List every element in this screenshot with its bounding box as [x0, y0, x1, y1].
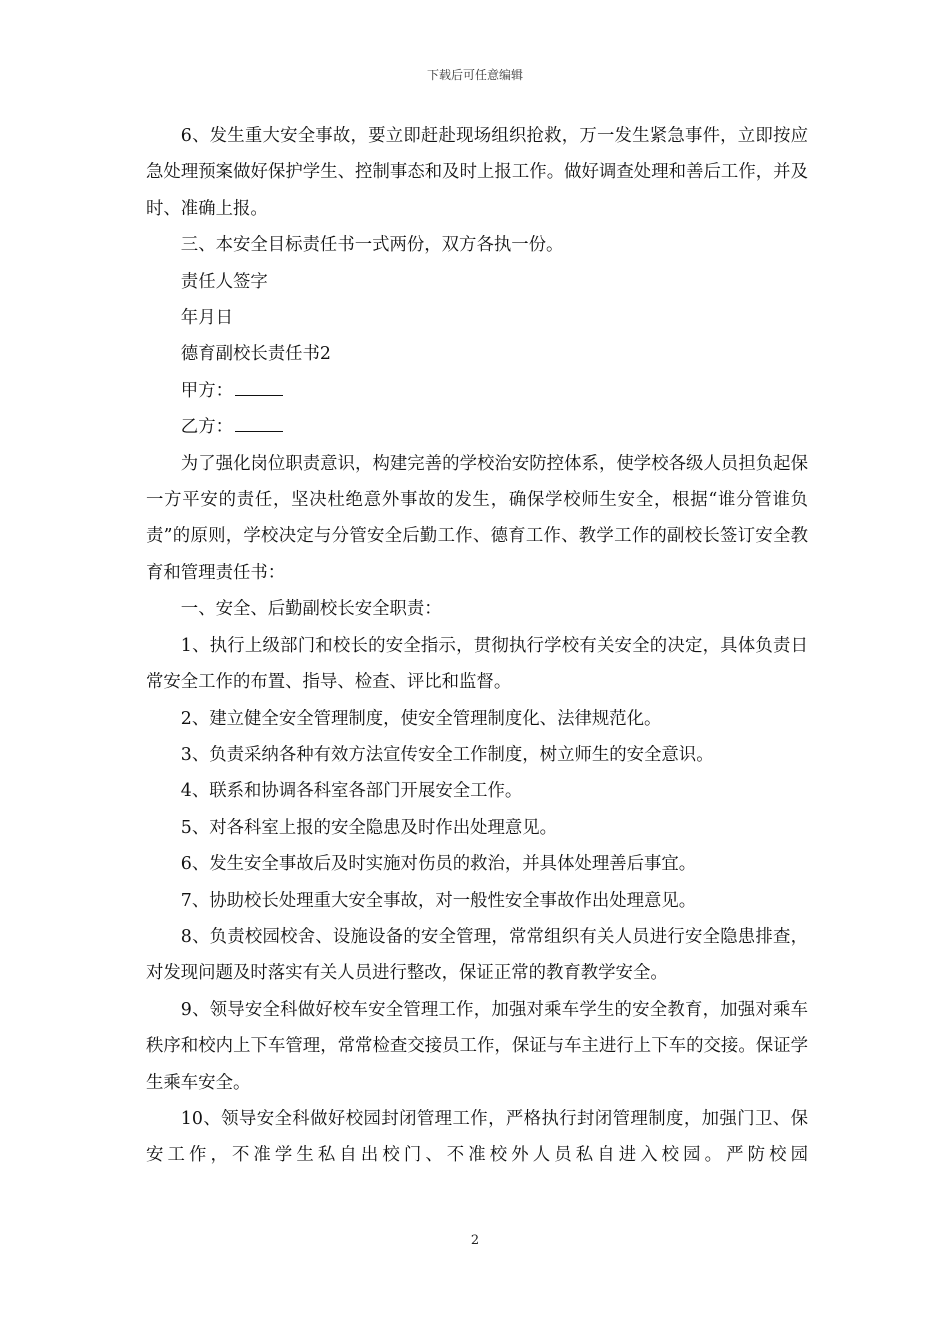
page-number: 2: [470, 1233, 480, 1248]
party-b-label: 乙方：: [180, 417, 233, 438]
party-b-blank: [235, 430, 283, 432]
duty-item-7: 7、协助校长处理重大安全事故，对一般性安全事故作出处理意见。: [180, 890, 697, 911]
document-body: [146, 118, 808, 1174]
duty-item-2: 2、建立健全安全管理制度，使安全管理制度化、法律规范化。: [180, 708, 662, 729]
section-one-heading: 一、安全、后勤副校长安全职责：: [180, 599, 442, 620]
duty-item-9: 9、领导安全科做好校车安全管理工作，加强对乘车学生的安全教育，加强对乘车秩序和校内上下车管理，常常检查交接员工作，保证与车主进行上下车的交接。保证学生乘车安全。: [146, 999, 808, 1093]
duty-item-6: 6、发生安全事故后及时实施对伤员的救治，并具体处理善后事宜。: [180, 854, 697, 875]
party-b-line: [146, 409, 808, 445]
duty-item-10: 10、领导安全科做好校园封闭管理工作，严格执行封闭管理制度，加强门卫、保安工作，不准学生私自出校门、不准校外人员私自进入校园。严防校园: [146, 1108, 808, 1166]
signature-label: 责任人签字: [180, 271, 268, 292]
paragraph-item-6-emergency: 6、发生重大安全事故，要立即赶赴现场组织抢救，万一发生紧急事件，立即按应急处理预案做好保护学生、控制事态和及时上报工作。做好调查处理和善后工作，并及时、准确上报。: [146, 126, 808, 219]
duty-item-3: 3、负责采纳各种有效方法宣传安全工作制度，树立师生的安全意识。: [180, 744, 714, 765]
party-a-blank: [235, 394, 283, 396]
paragraph-section-three: 三、本安全目标责任书一式两份，双方各执一份。: [180, 235, 564, 256]
duty-item-8: 8、负责校园校舍、设施设备的安全管理，常常组织有关人员进行安全隐患排查，对发现问题及时落实有关人员进行整改，保证正常的教育教学安全。: [146, 926, 808, 984]
duty-item-1: 1、执行上级部门和校长的安全指示，贯彻执行学校有关安全的决定，具体负责日常安全工作的布置、指导、检查、评比和监督。: [146, 635, 808, 693]
date-label: 年月日: [180, 308, 233, 329]
party-a-label: 甲方：: [180, 380, 233, 401]
intro-paragraph: 为了强化岗位职责意识，构建完善的学校治安防控体系，使学校各级人员担负起保一方平安的责任，坚决杜绝意外事故的发生，确保学校师生安全，根据“谁分管谁负责”的原则，学校决定与分管安全后勤工作、德育工作、教学工作的副校长签订安全教育和管理责任书：: [146, 453, 808, 583]
document-title: 德育副校长责任书2: [180, 344, 331, 365]
duty-item-5: 5、对各科室上报的安全隐患及时作出处理意见。: [180, 817, 558, 838]
party-a-line: [146, 373, 808, 409]
duty-item-4: 4、联系和协调各科室各部门开展安全工作。: [180, 781, 523, 802]
page-header: 下载后可任意编辑: [426, 68, 523, 82]
